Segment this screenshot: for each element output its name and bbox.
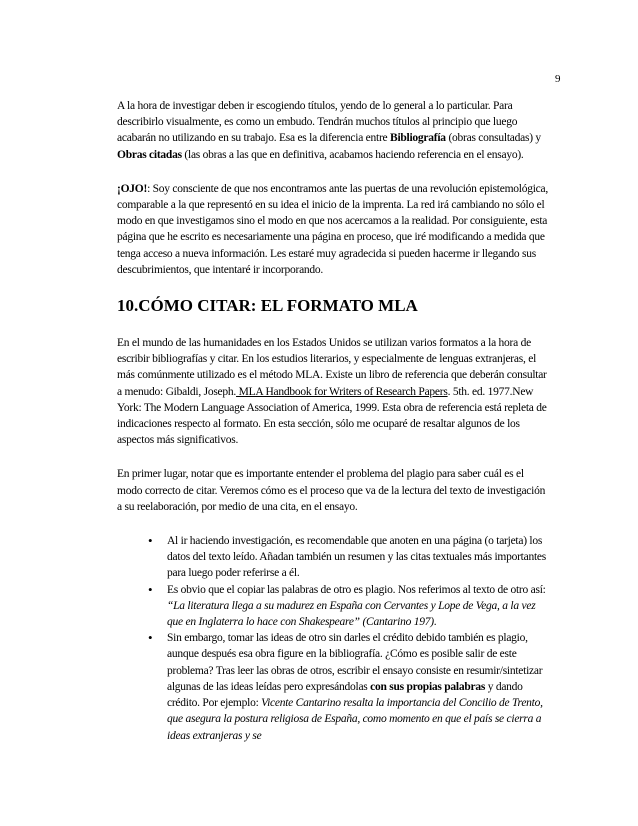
page-number: 9 <box>555 73 561 85</box>
bullet-list <box>117 533 549 744</box>
paragraph-text: A la hora de investigar deben ir escogiendo títulos, yendo de lo general a lo particular. Para describirlo visualmente, es como un embudo. Tendrán muchos títulos al principio que luego acabarán no utilizando en su trabajo. Esa es la diferencia entre <box>117 100 518 145</box>
list-item <box>117 582 549 631</box>
list-item-text: Es obvio que el copiar las palabras de otro es plagio. Nos referimos al texto de otro así: <box>167 583 546 596</box>
list-item <box>117 533 549 582</box>
paragraph-bibliografia <box>117 98 549 163</box>
list-item-text: Al ir haciendo investigación, es recomendable que anoten en una página (o tarjeta) los datos del texto leído. Añadan también un resumen y las citas textuales más importantes para luego poder referirse a él. <box>167 535 546 580</box>
italic-example: Vicente Cantarino resalta la importancia del Concilio de Trento, que asegura la postura religiosa de España, como momento en que el país se cierra a ideas extranjeras y se <box>167 697 543 742</box>
bullet-icon: • <box>148 533 153 549</box>
italic-quote: “La literatura llega a su madurez en España con Cervantes y Lope de Vega, a la vez que en Inglaterra lo hace con Shakespeare” (Cantarino 197) <box>167 599 536 629</box>
paragraph-text: . 5th. ed. 1977.New York: The Modern Language Association of America, 1999. Esta obra de referencia está repleta de indicaciones respecto al formato. En esta sección, sólo me ocuparé de resaltar algunos de los aspectos más significativos. <box>117 385 547 447</box>
list-item-text: . <box>433 616 437 629</box>
bold-term-bibliografia: Bibliografía <box>390 132 446 145</box>
section-heading: 10.CÓMO CITAR: EL FORMATO MLA <box>117 296 418 316</box>
list-item-text: Sin embargo, tomar las ideas de otro sin darles el crédito debido también es plagio, aunque después esa obra figure en la bibliografía. ¿Cómo es posible salir de este problema? Tras leer las obras de otros, escribir el ensayo consiste en resumir/sintetizar algunas de las ideas leídas pero expresándolas <box>167 632 543 693</box>
paragraph-mla-intro <box>117 335 549 448</box>
paragraph-text: (las obras a las que en definitiva, acabamos haciendo referencia en el ensayo). <box>181 148 524 161</box>
book-title-underlined: MLA Handbook for Writers of Research Papers <box>236 385 448 398</box>
bullet-icon: • <box>148 581 153 597</box>
paragraph-text: En el mundo de las humanidades en los Estados Unidos se utilizan varios formatos a la hora de escribir bibliografías y citar. En los estudios literarios, y especialmente de lenguas extranjeras, el más comúnmente utilizado es el método MLA. Existe un libro de referencia que deberán consultar a menudo: Gibaldi, Joseph. <box>117 337 547 398</box>
bold-term-ojo: ¡OJO! <box>117 182 148 195</box>
paragraph-plagio <box>117 466 549 515</box>
paragraph-text: : Soy consciente de que nos encontramos ante las puertas de una revolución epistemológica, comparable a la que representó en su idea el inicio de la imprenta. La red irá cambiando no sólo el modo en que investigamos sino el modo en que nos acercamos a la realidad. Por consiguiente, esta página que he escrito es necesariamente una página en proceso, que iré modificando a medida que tenga acceso a nueva información. Les estaré muy agradecida si pueden hacerme ir llegando sus descubrimientos, que intentaré ir incorporando. <box>117 182 549 276</box>
document-body <box>117 98 549 744</box>
bold-phrase: con sus propias palabras <box>370 680 486 693</box>
list-item <box>117 630 549 743</box>
bullet-icon: • <box>148 630 153 646</box>
paragraph-ojo <box>117 181 549 278</box>
bold-term-obras-citadas: Obras citadas <box>117 148 182 161</box>
list-item-text: y dando crédito. Por ejemplo: <box>167 680 523 710</box>
paragraph-text: (obras consultadas) y <box>445 132 541 145</box>
paragraph-text: En primer lugar, notar que es importante entender el problema del plagio para saber cuál es el modo correcto de citar. Veremos cómo es el proceso que va de la lectura del texto de investigación a su reelaboración, por medio de una cita, en el ensayo. <box>117 468 546 513</box>
